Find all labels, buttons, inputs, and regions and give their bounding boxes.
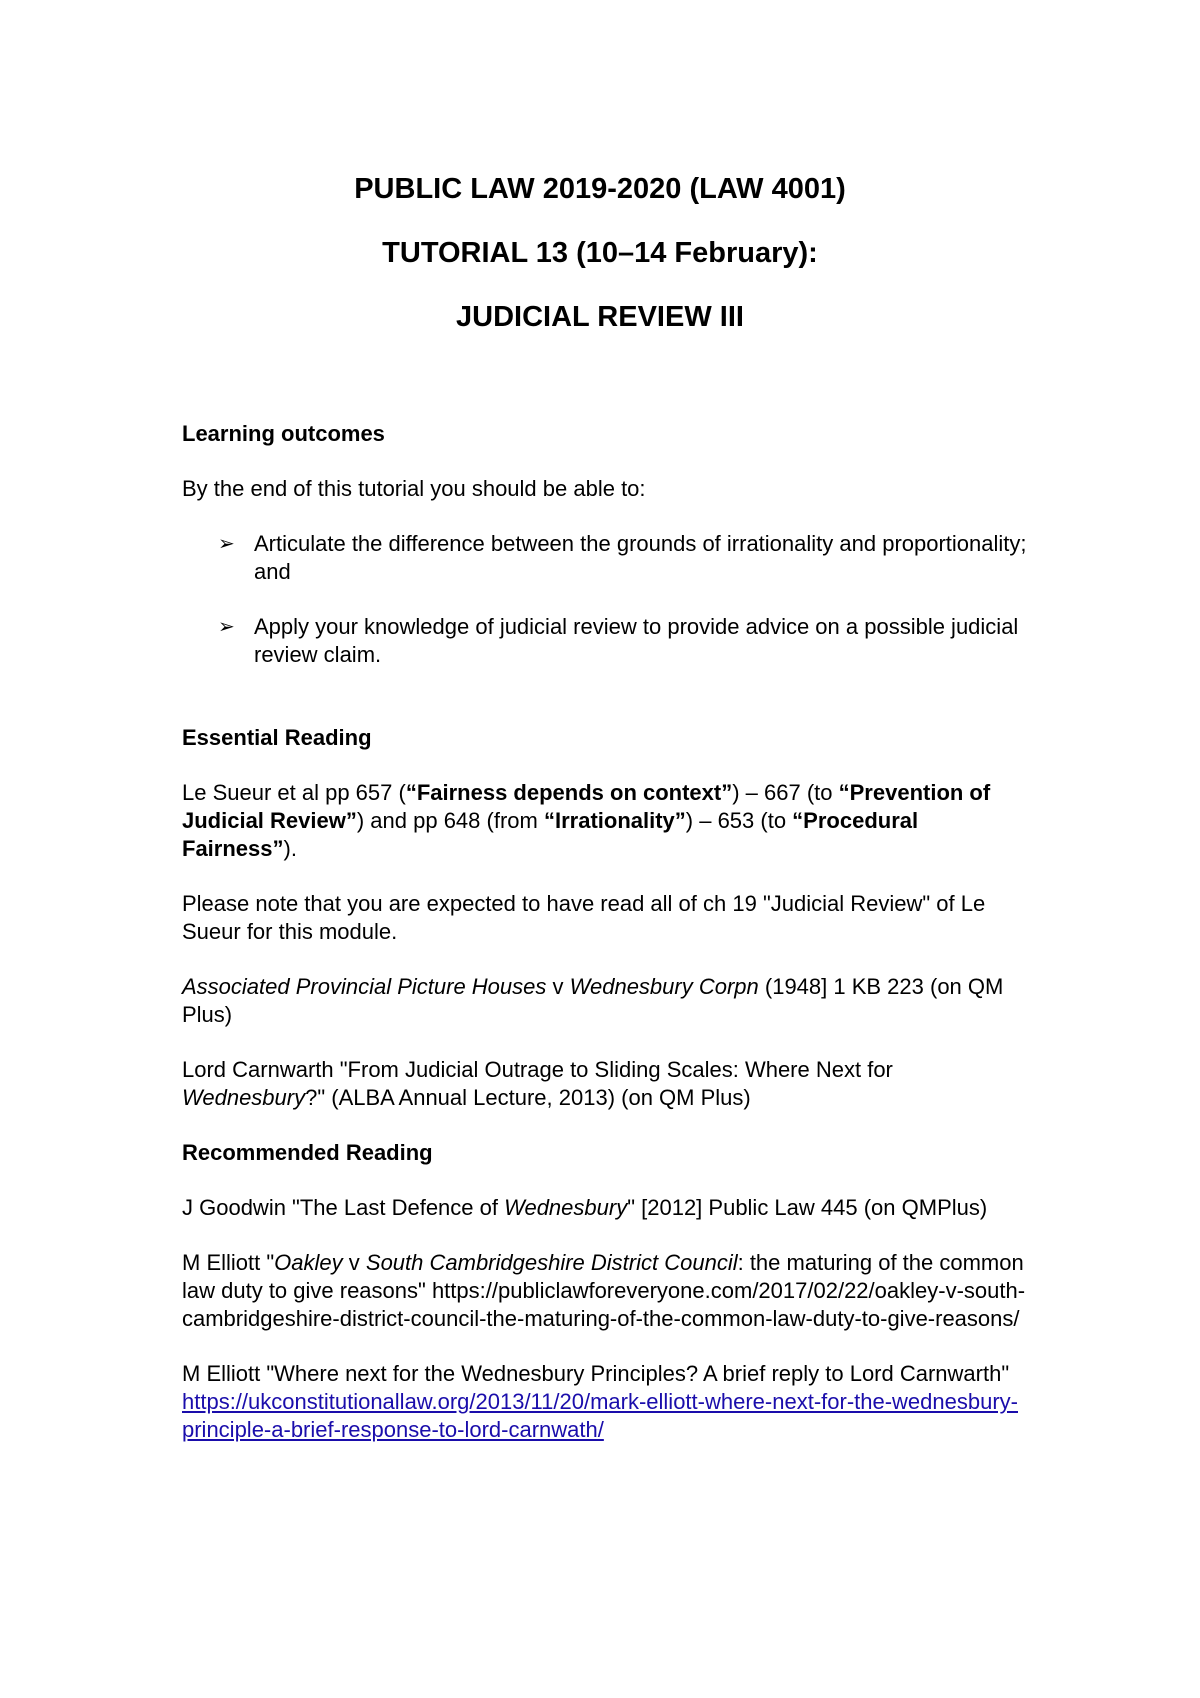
list-item-text: Apply your knowledge of judicial review to provide advice on a possible judicial review claim. [254,614,1019,667]
learning-outcomes-list [182,530,1032,669]
italic-run: Wednesbury Corpn [569,974,759,999]
course-title: PUBLIC LAW 2019-2020 (LAW 4001) [354,173,846,205]
list-item-text: Articulate the difference between the grounds of irrationality and proportionality; and [254,531,1027,584]
italic-run: Wednesbury [182,1085,306,1110]
italic-run: Associated Provincial Picture Houses [182,974,547,999]
text-run: Le Sueur et al pp 657 ( [182,780,406,805]
text-run: J Goodwin "The Last Defence of [182,1195,505,1220]
text-run: (1948] 1 KB 223 (on QM Plus) [182,974,1004,1027]
text-run: " [2012] Public Law 445 (on QMPlus) [627,1195,988,1220]
arrowhead-bullet-icon: ➢ [218,616,235,638]
essential-reading-heading: Essential Reading [182,725,372,750]
elliott-wednesbury-reference [182,1360,1032,1444]
bold-run: “Procedural Fairness” [182,808,919,861]
text-run: ) – 653 (to [685,808,793,833]
list-item [182,530,1032,586]
bold-run: “Prevention of Judicial Review” [182,780,991,833]
module-note: Please note that you are expected to have read all of ch 19 "Judicial Review" of Le Sueur for this module. [182,891,986,944]
text-run: : the maturing of the common law duty to give reasons" https://publiclawforeveryone.com/2017/02/22/oakley-v-south-cambridgeshire-district-council-the-maturing-of-the-common-law-duty-to-give-reasons/ [182,1250,1026,1331]
italic-run: Oakley [274,1250,343,1275]
recommended-reading-heading: Recommended Reading [182,1140,433,1165]
text-run: M Elliott " [182,1250,275,1275]
text-run: Lord Carnwarth "From Judicial Outrage to Sliding Scales: Where Next for [182,1057,893,1082]
elliott-oakley-reference [182,1249,1032,1333]
text-run: v [546,974,570,999]
arrowhead-bullet-icon: ➢ [218,533,235,555]
text-run: M Elliott "Where next for the Wednesbury Principles? A brief reply to Lord Carnwarth" [182,1361,1010,1386]
list-item [182,613,1032,669]
title-block [0,172,1200,334]
ukconstitutionallaw-link[interactable]: https://ukconstitutionallaw.org/2013/11/20/mark-elliott-where-next-for-the-wednesbury-principle-a-brief-response-to-lord-carnwath/ [182,1389,1018,1442]
wednesbury-case-reference [182,973,1032,1029]
italic-run: Wednesbury [504,1195,628,1220]
topic-title: JUDICIAL REVIEW III [456,301,744,333]
le-sueur-reference [182,779,1032,863]
learning-outcomes-heading: Learning outcomes [182,421,385,446]
text-run: ?" (ALBA Annual Lecture, 2013) (on QM Plus) [305,1085,751,1110]
text-run: ) and pp 648 (from [356,808,544,833]
bold-run: “Fairness depends on context” [405,780,733,805]
text-run: v [342,1250,366,1275]
bold-run: “Irrationality” [543,808,686,833]
learning-intro: By the end of this tutorial you should be able to: [182,476,646,501]
goodwin-reference [182,1194,1032,1222]
tutorial-title: TUTORIAL 13 (10–14 February): [382,237,818,269]
text-run: ) – 667 (to [732,780,839,805]
carnwath-lecture-reference [182,1056,1032,1112]
text-run: ). [283,836,297,861]
italic-run: South Cambridgeshire District Council [365,1250,738,1275]
document-body [182,420,1032,1471]
